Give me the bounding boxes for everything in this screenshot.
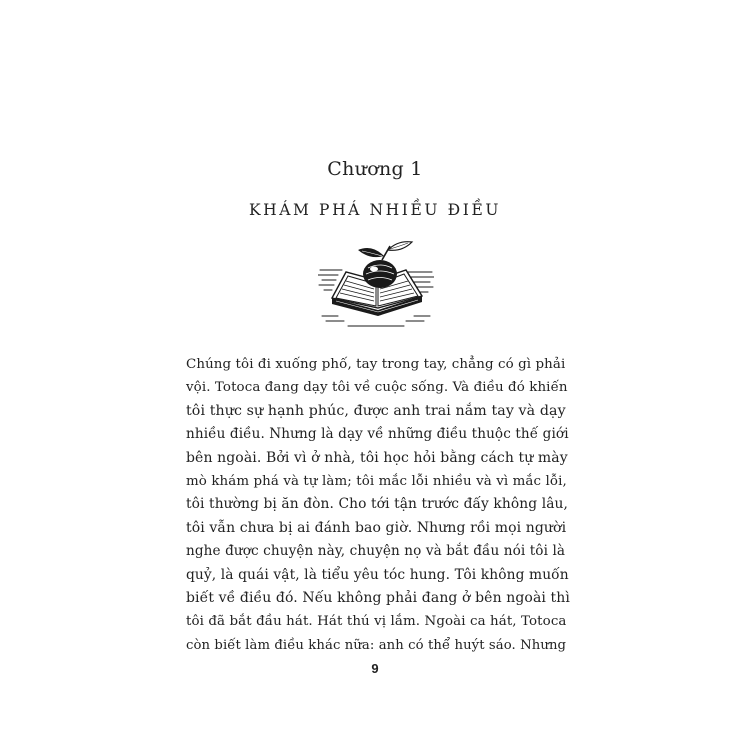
body-line: tôi đã bắt đầu hát. Hát thú vị lắm. Ngoài ca hát, Totoca [186, 614, 567, 630]
body-line: nhiều điều. Nhưng là dạy về những điều thuộc thế giới [186, 426, 569, 443]
body-line: còn biết làm điều khác nữa: anh có thể huýt sáo. Nhưng [186, 637, 567, 653]
body-line: tôi vẫn chưa bị ai đánh bao giờ. Nhưng rồi mọi người [186, 519, 567, 536]
body-line: tôi thường bị ăn đòn. Cho tới tận trước đấy không lâu, [186, 496, 568, 513]
page-number: 9 [371, 661, 379, 676]
chapter-title: KHÁM PHÁ NHIỀU ĐIỀU [248, 201, 502, 219]
body-line: quỷ, là quái vật, là tiểu yêu tóc hung. Tôi không muốn [186, 566, 569, 583]
chapter-label: Chương 1 [327, 158, 423, 180]
body-line: nghe được chuyện này, chuyện nọ và bắt đầu nói tôi là [186, 543, 566, 560]
body-line: tôi thực sự hạnh phúc, được anh trai nắm tay và dạy [186, 402, 566, 419]
body-line: vội. Totoca đang dạy tôi về cuộc sống. Và điều đó khiến [186, 380, 568, 396]
body-line: bên ngoài. Bởi vì ở nhà, tôi học hỏi bằng cách tự mày [186, 449, 568, 466]
body-line: biết về điều đó. Nếu không phải đang ở bên ngoài thì [186, 590, 570, 607]
body-line: Chúng tôi đi xuống phố, tay trong tay, chẳng có gì phải [186, 357, 566, 372]
body-line: mò khám phá và tự làm; tôi mắc lỗi nhiều và vì mắc lỗi, [186, 474, 567, 490]
body-text [186, 353, 570, 657]
book-with-fruit-icon [318, 238, 434, 330]
